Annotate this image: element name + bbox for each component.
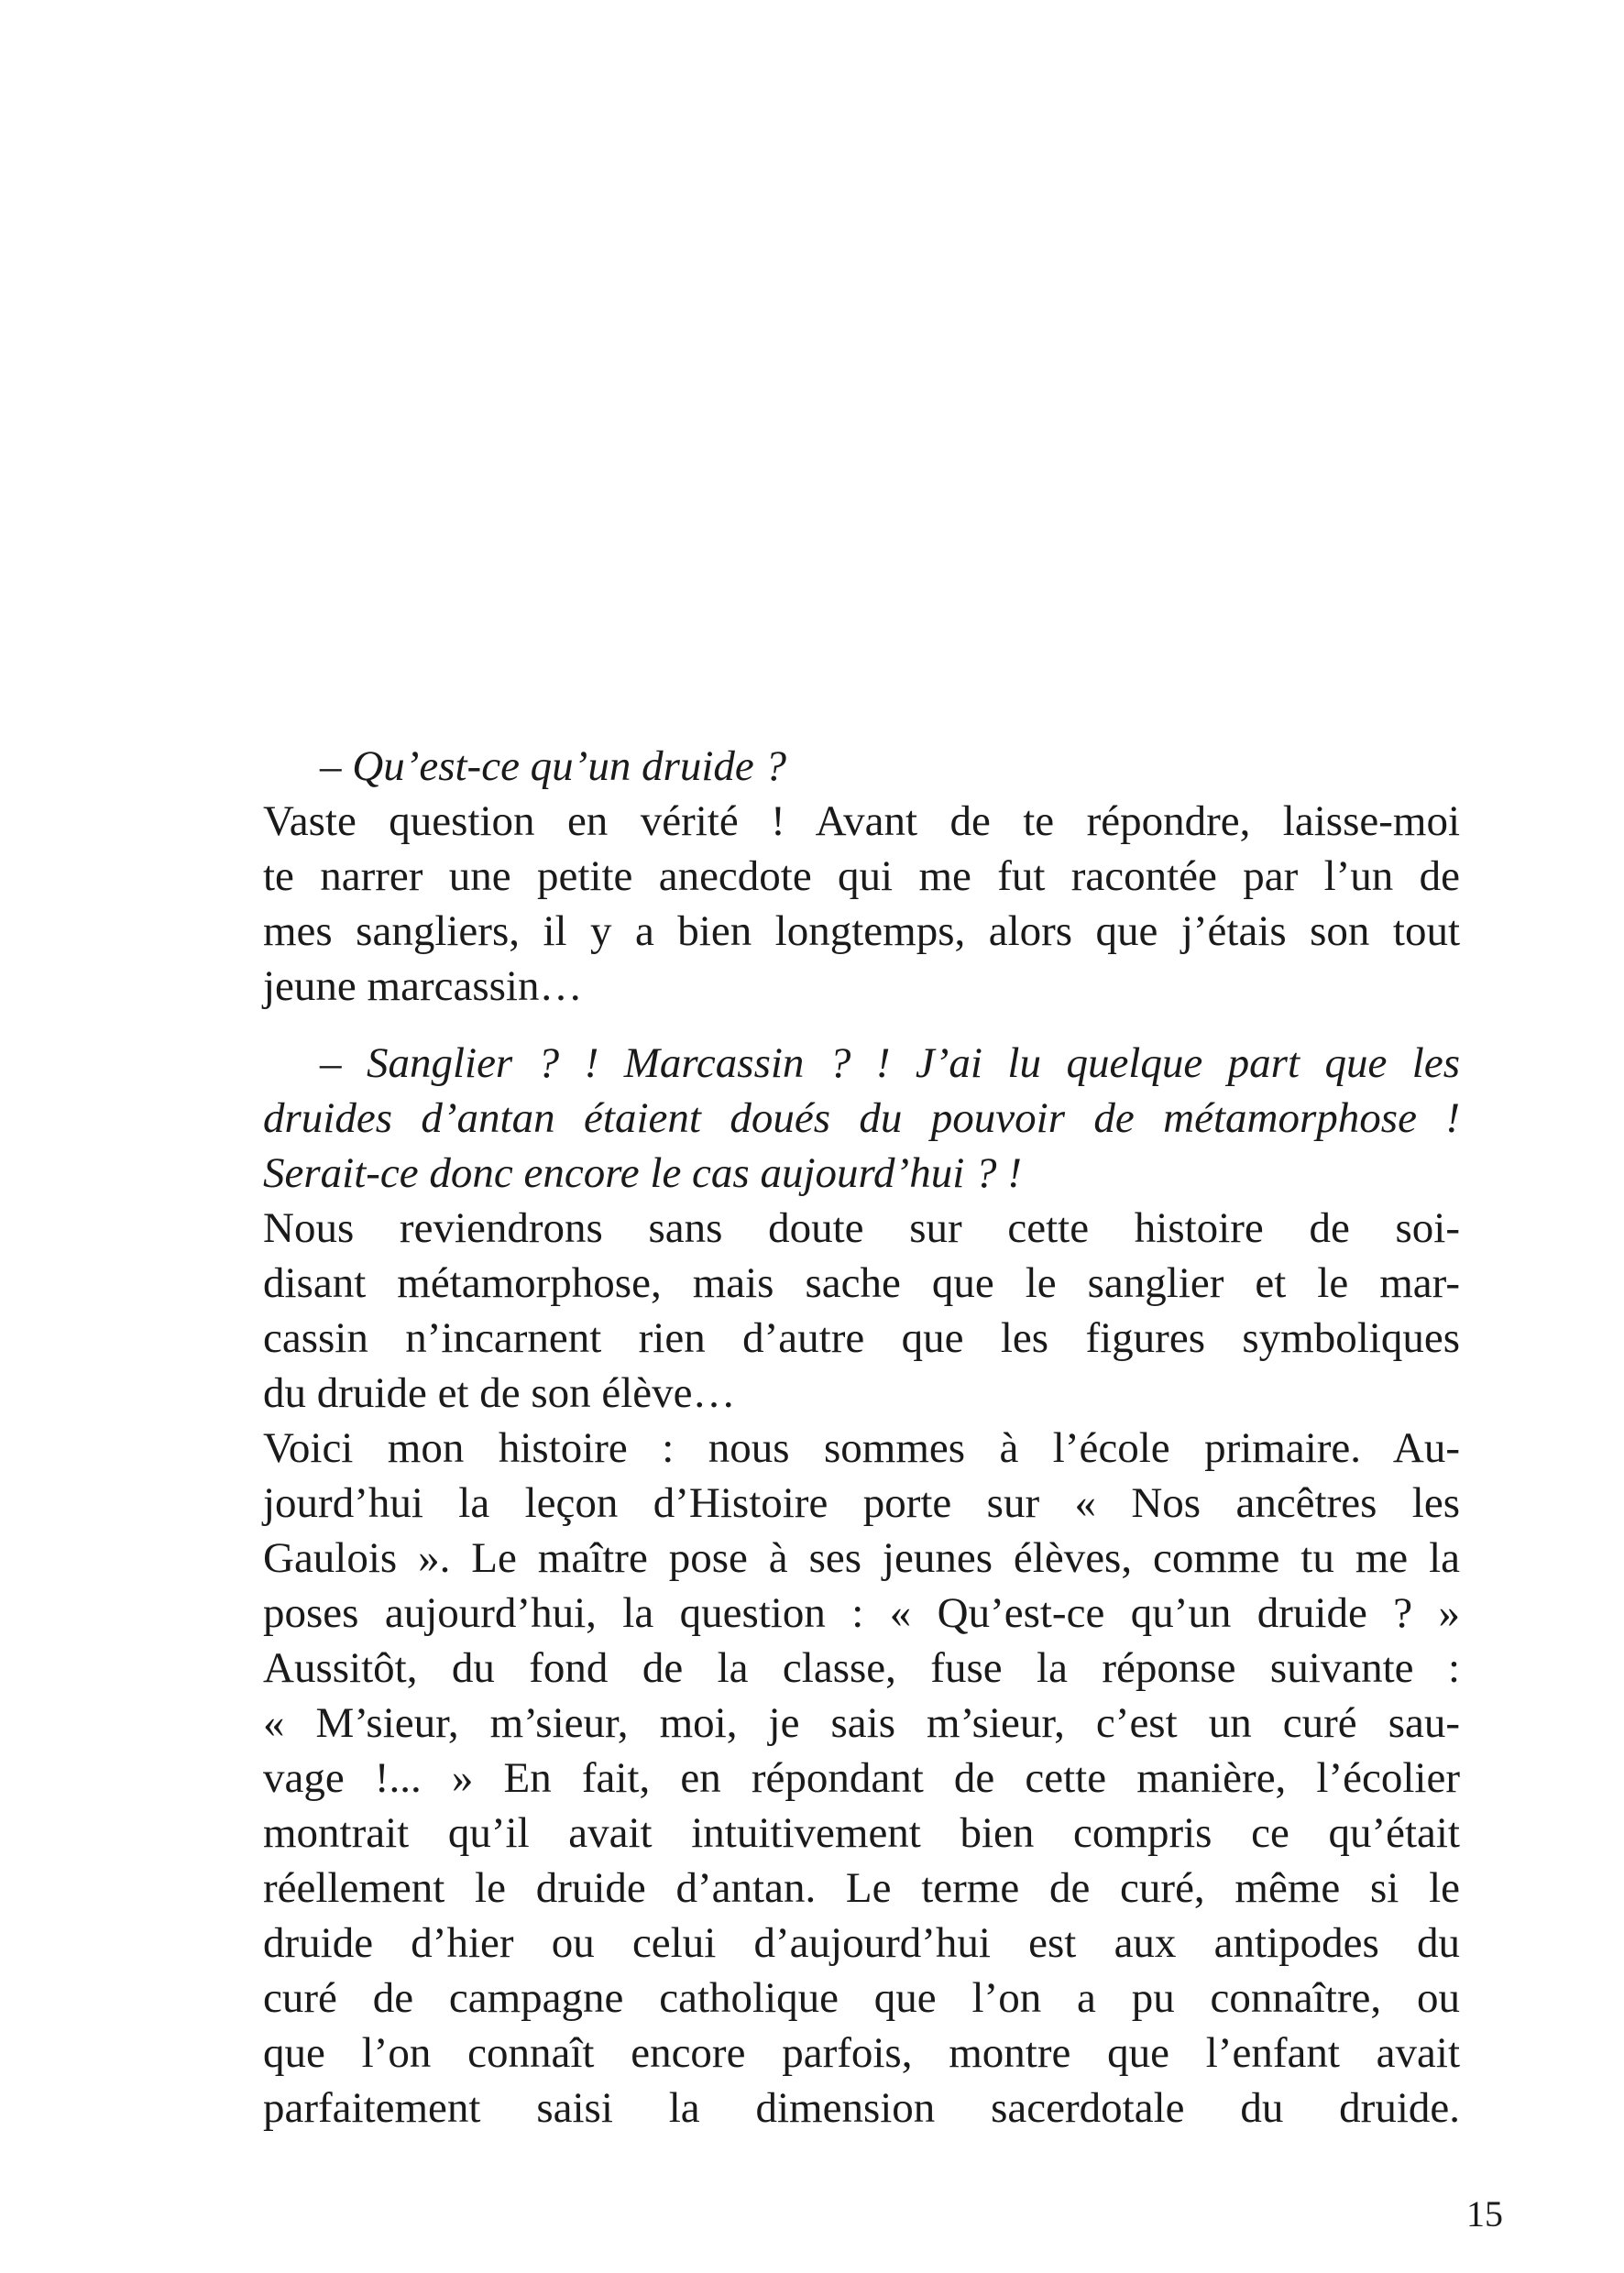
answer-line: montrait qu’il avait intuitivement bien compris ce qu’était — [263, 1809, 1460, 1857]
answer-line: Vaste question en vérité ! Avant de te répondre, laisse-moi — [263, 797, 1460, 845]
question-line: – Sanglier ? ! Marcassin ? ! J’ai lu quelque part que les — [320, 1039, 1460, 1087]
answer-line: que l’on connaît encore parfois, montre que l’enfant avait — [263, 2029, 1460, 2077]
answer-line: parfaitement saisi la dimension sacerdotale du druide. — [263, 2084, 1460, 2132]
answer-line: mes sangliers, il y a bien longtemps, alors que j’étais son tout — [263, 907, 1460, 955]
answer-line: disant métamorphose, mais sache que le sanglier et le mar- — [263, 1259, 1460, 1307]
answer-line: réellement le druide d’antan. Le terme de curé, même si le — [263, 1864, 1460, 1912]
answer-line: du druide et de son élève… — [263, 1369, 736, 1417]
answer-line: curé de campagne catholique que l’on a pu connaître, ou — [263, 1974, 1460, 2022]
question-line: Serait-ce donc encore le cas aujourd’hui ? ! — [263, 1149, 1022, 1197]
answer-line: poses aujourd’hui, la question : « Qu’est-ce qu’un druide ? » — [263, 1589, 1460, 1637]
answer-line: Aussitôt, du fond de la classe, fuse la réponse suivante : — [263, 1644, 1460, 1692]
answer-line: Voici mon histoire : nous sommes à l’école primaire. Au- — [263, 1424, 1460, 1472]
answer-line: vage !... » En fait, en répondant de cette manière, l’écolier — [263, 1754, 1460, 1802]
answer-line: Gaulois ». Le maître pose à ses jeunes élèves, comme tu me la — [263, 1534, 1460, 1582]
page-number: 15 — [1466, 2193, 1503, 2235]
answer-line: druide d’hier ou celui d’aujourd’hui est aux antipodes du — [263, 1919, 1460, 1967]
page-body — [263, 739, 1460, 2136]
answer-line: « M’sieur, m’sieur, moi, je sais m’sieur, c’est un curé sau- — [263, 1699, 1460, 1747]
answer-line: te narrer une petite anecdote qui me fut racontée par l’un de — [263, 852, 1460, 900]
answer-line: Nous reviendrons sans doute sur cette histoire de soi- — [263, 1204, 1460, 1252]
question-line: – Qu’est-ce qu’un druide ? — [320, 742, 787, 790]
question-line: druides d’antan étaient doués du pouvoir de métamorphose ! — [263, 1094, 1460, 1142]
answer-line: jeune marcassin… — [263, 962, 583, 1010]
answer-line: cassin n’incarnent rien d’autre que les figures symboliques — [263, 1314, 1460, 1362]
answer-line: jourd’hui la leçon d’Histoire porte sur « Nos ancêtres les — [263, 1479, 1460, 1527]
